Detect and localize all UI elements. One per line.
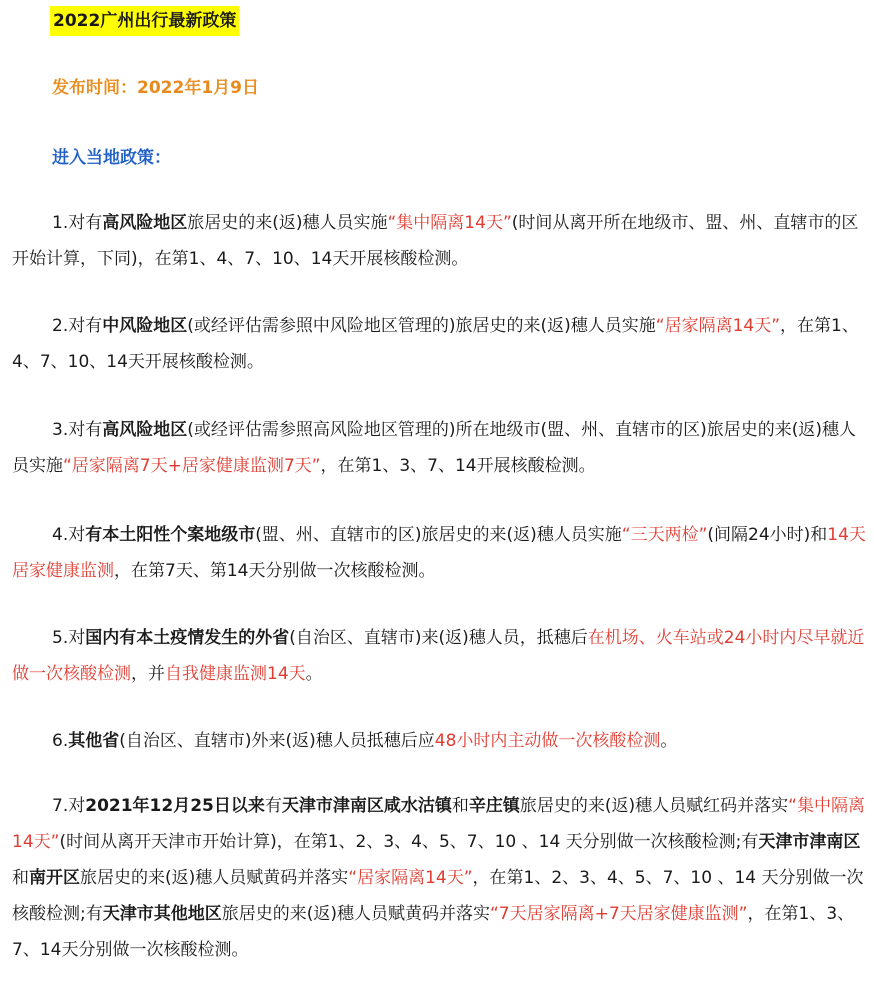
policy-highlight-text: 在机场、火车站或24小时内尽早就近做一次核酸检测 [12,628,865,684]
policy-text: 2.对有 [52,316,103,336]
policy-text: ，并 [131,664,165,684]
policy-text: ，在第1、2、3、4、5、7、10 、14 天分别做一次核酸检测;有 [12,868,864,924]
policy-bold-text: 南开区 [29,868,80,888]
policy-text: 旅居史的来(返)穗人员赋黄码并落实 [221,904,490,924]
policy-highlight-text: 14天居家健康监测 [12,525,866,581]
policy-bold-text: 天津市津南区 [758,832,861,852]
policy-item-3 [12,412,868,484]
policy-highlight-text: “居家隔离7天+居家健康监测7天” [63,456,321,476]
policy-highlight-text: “7天居家隔离+7天居家健康监测” [490,904,748,924]
policy-text: (自治区、直辖市)外来(返)穗人员抵穗后应 [119,731,435,751]
policy-text: ，在第1、3、7、14天分别做一次核酸检测。 [12,904,855,960]
policy-text: (时间从离开天津市开始计算)，在第1、2、3、4、5、7、10 、14 天分别做一次核酸检测;有 [59,832,759,852]
policy-bold-text: 高风险地区 [102,420,188,440]
policy-item-7 [12,788,868,968]
policy-item-4 [12,517,868,589]
policy-bold-text: 中风险地区 [102,316,188,336]
policy-text: ，在第7天、第14天分别做一次核酸检测。 [114,561,436,581]
policy-bold-text: 天津市其他地区 [102,904,222,924]
policy-bold-text: 有本土阳性个案地级市 [85,525,256,545]
policy-text: 旅居史的来(返)穗人员赋黄码并落实 [80,868,349,888]
policy-text: (盟、州、直辖市的区)旅居史的来(返)穗人员实施 [255,525,622,545]
policy-bold-text: 其他省 [68,731,120,751]
policy-highlight-text: 自我健康监测14天 [165,664,306,684]
policy-highlight-text: “集中隔离14天” [12,796,865,852]
policy-text: (或经评估需参照高风险地区管理的)所在地级市(盟、州、直辖市的区)旅居史的来(返)穗人员实施 [12,420,857,476]
policy-item-6 [12,723,868,759]
policy-bold-text: 辛庄镇 [468,796,520,816]
policy-text: 。 [305,664,323,684]
policy-text: 1.对有 [52,213,103,233]
policy-text: 4.对 [52,525,86,545]
policy-bold-text: 2021年12月25日以来 [85,796,265,816]
policy-text: 旅居史的来(返)穗人员赋红码并落实 [519,796,789,816]
policy-text: 5.对 [52,628,86,648]
policy-text: ，在第1、4、7、10、14天开展核酸检测。 [12,316,859,372]
policy-text: 6. [52,731,69,751]
policy-text: 7.对 [52,796,86,816]
policy-bold-text: 天津市津南区咸水沽镇 [281,796,452,816]
policy-highlight-text: “居家隔离14天” [348,868,473,888]
policy-highlight-text: “三天两检” [621,525,708,545]
policy-item-5 [12,620,868,692]
policy-highlight-text: “居家隔离14天” [655,316,781,336]
policy-text: (间隔24小时)和 [707,525,828,545]
policy-text: 和 [12,868,29,888]
policy-text: 和 [451,796,469,816]
policy-text: ，在第1、3、7、14开展核酸检测。 [320,456,596,476]
policy-text: 有 [264,796,282,816]
policy-text: (或经评估需参照中风险地区管理的)旅居史的来(返)穗人员实施 [187,316,656,336]
policy-item-2 [12,308,868,380]
policy-text: 。 [660,731,678,751]
policy-text: (时间从离开所在地级市、盟、州、直辖市的区开始计算，下同)，在第1、4、7、10、14天开展核酸检测。 [12,213,859,269]
publish-date: 发布时间：2022年1月9日 [52,78,259,98]
policy-bold-text: 国内有本土疫情发生的外省 [85,628,290,648]
policy-highlight-text: “集中隔离14天” [387,213,512,233]
article-title: 2022广州出行最新政策 [50,6,239,36]
policy-item-1 [12,205,868,277]
section-heading: 进入当地政策： [52,148,171,168]
policy-bold-text: 高风险地区 [102,213,188,233]
policy-highlight-text: 48小时内主动做一次核酸检测 [434,731,661,751]
policy-text: (自治区、直辖市)来(返)穗人员，抵穗后 [289,628,588,648]
policy-text: 旅居史的来(返)穗人员实施 [187,213,388,233]
policy-text: 3.对有 [52,420,103,440]
